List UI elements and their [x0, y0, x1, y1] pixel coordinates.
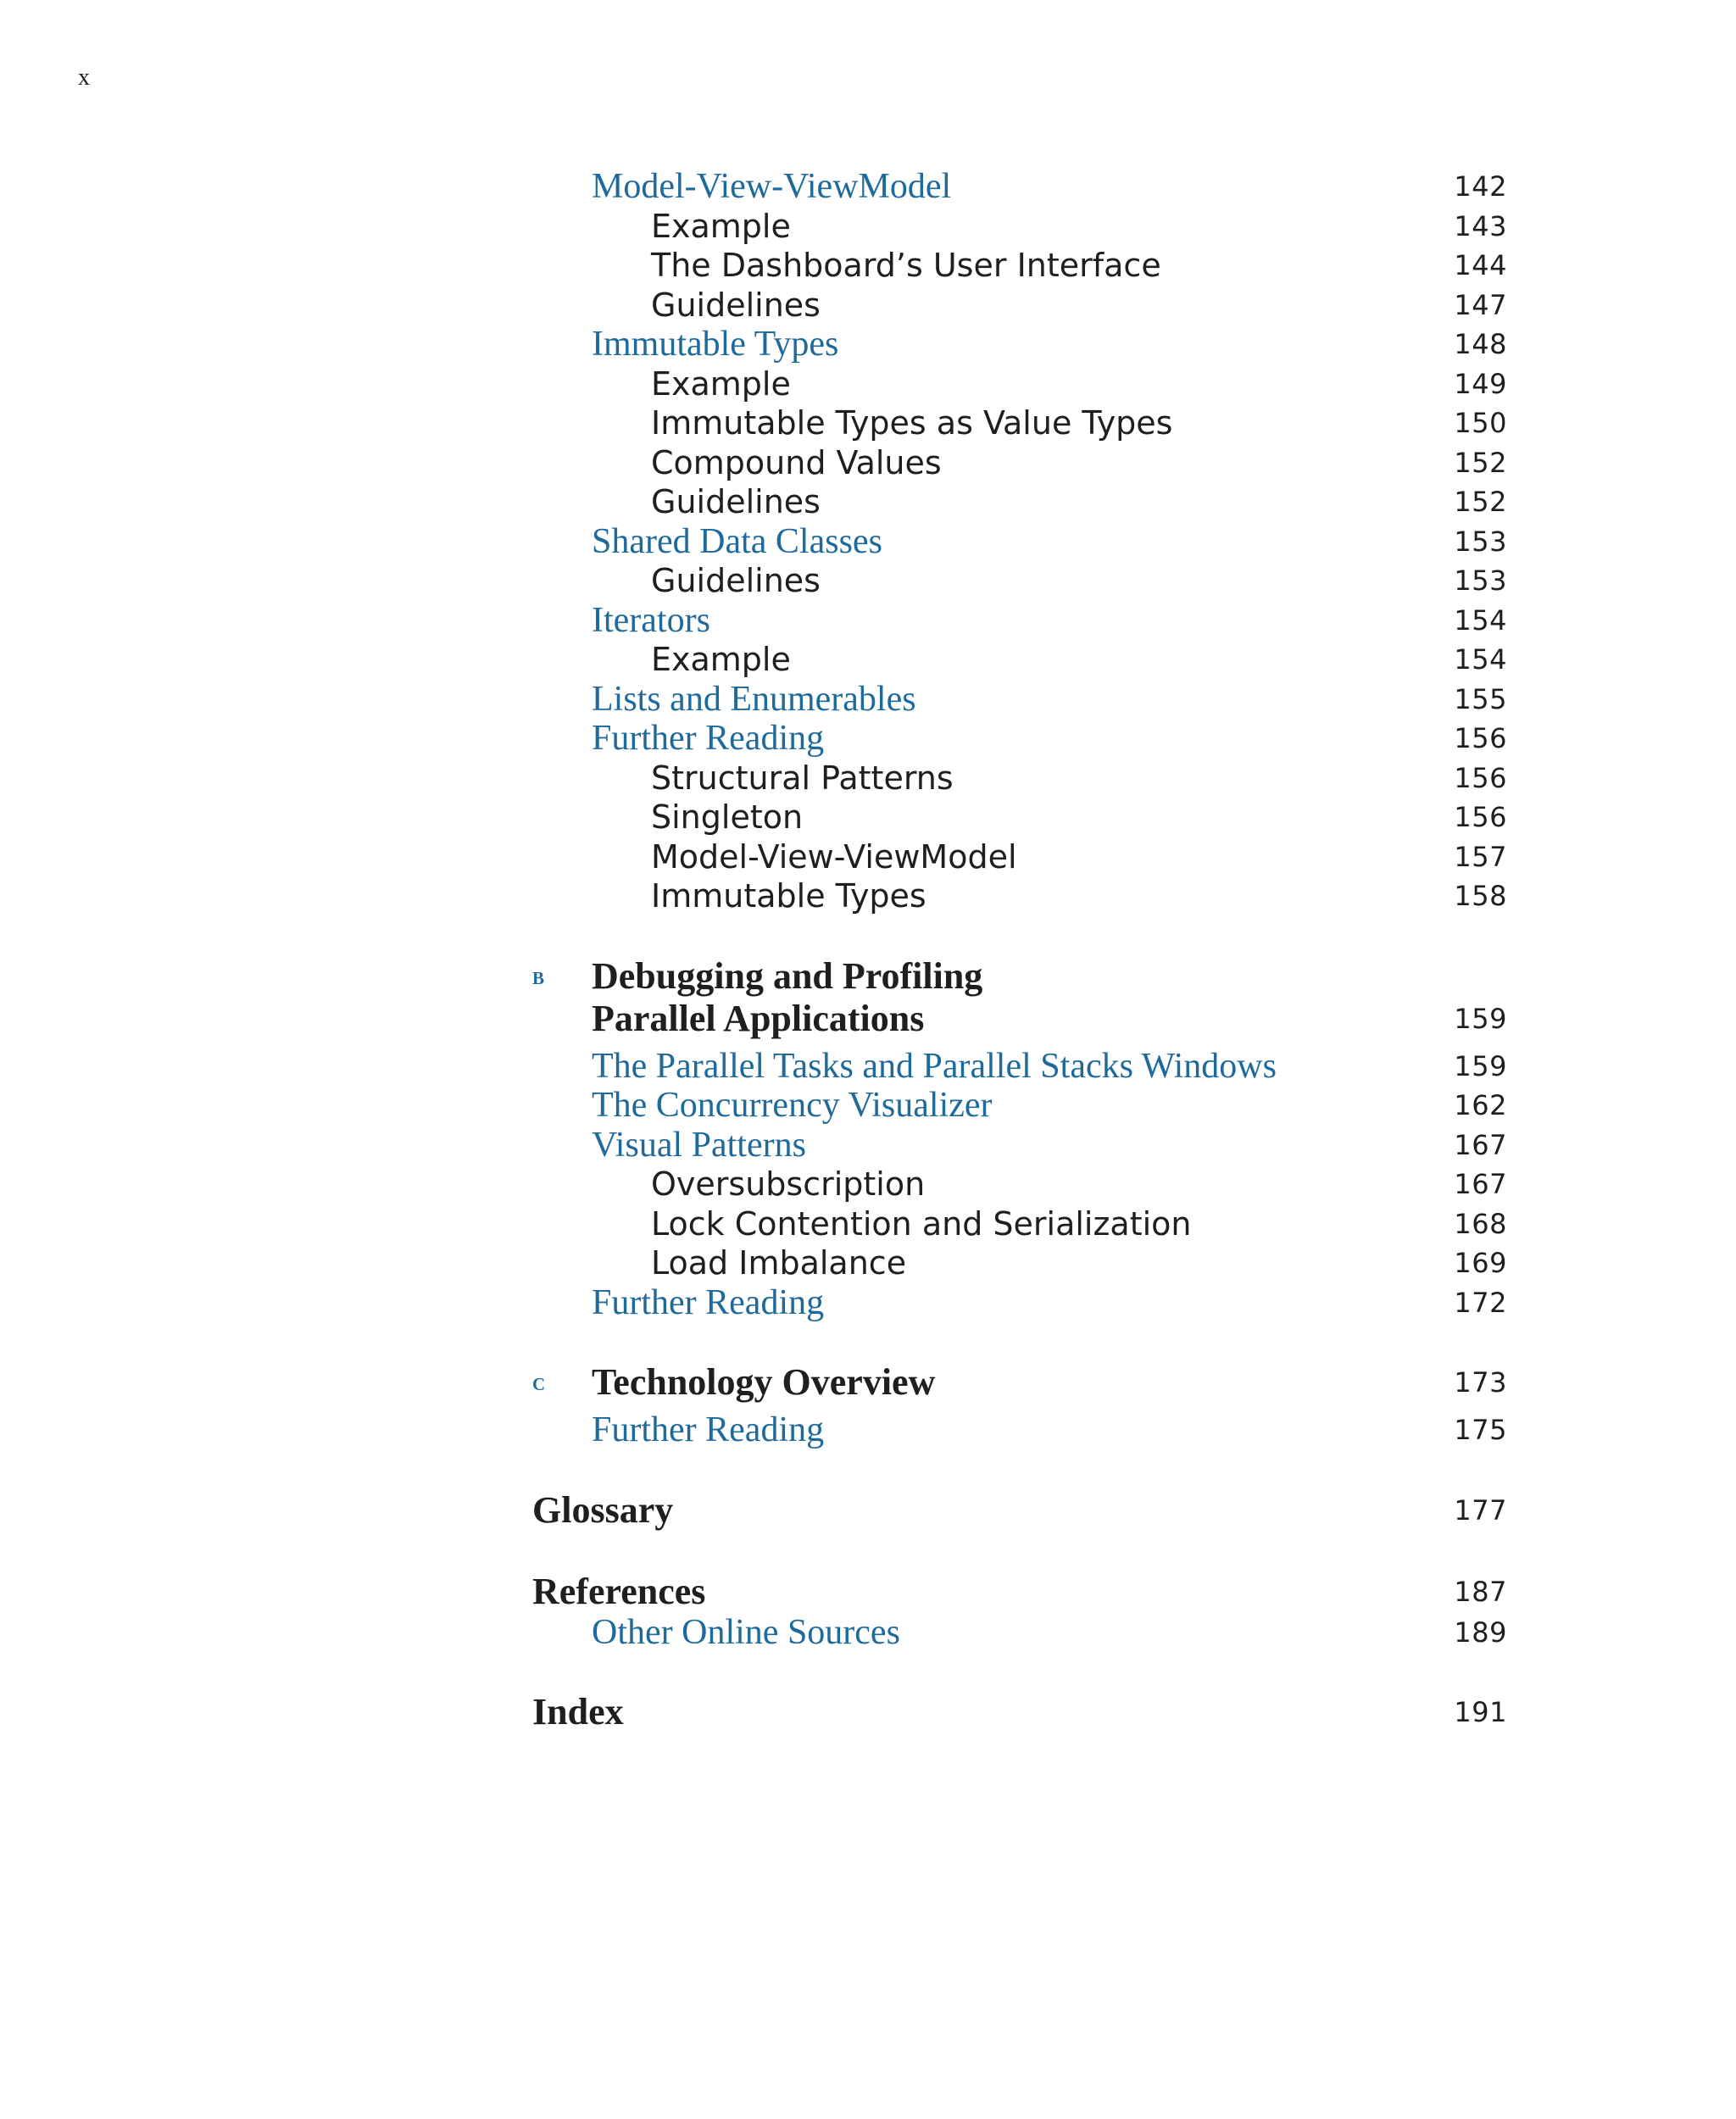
toc-entry-page: 156 [1454, 761, 1507, 794]
appendix-c-heading[interactable] [532, 1361, 1507, 1404]
toc-entry-title: Further Reading [592, 1282, 825, 1322]
toc-entry-page: 189 [1454, 1616, 1507, 1649]
toc-entry-title: Structural Patterns [651, 759, 954, 797]
toc-section-entry[interactable] [532, 325, 1507, 364]
toc-entry-page: 155 [1454, 682, 1507, 715]
toc-entry-page: 157 [1454, 840, 1507, 873]
toc-entry-title: Further Reading [592, 719, 825, 758]
glossary-heading[interactable] [532, 1489, 1507, 1532]
appendix-b-label: b [532, 961, 545, 990]
page-number: x [78, 64, 90, 91]
references-heading[interactable] [532, 1571, 1507, 1613]
glossary-page: 177 [1454, 1493, 1507, 1527]
toc-section-entry[interactable] [532, 601, 1507, 641]
toc-entry-page: 175 [1454, 1414, 1507, 1446]
toc-entry-title: Immutable Types [592, 325, 839, 364]
toc-entry-title: Example [651, 207, 791, 245]
toc-entry-page: 147 [1454, 288, 1507, 321]
toc-entry-page: 156 [1454, 801, 1507, 833]
toc-section-entry[interactable] [532, 1086, 1507, 1126]
toc-entry-title: Visual Patterns [592, 1125, 806, 1165]
index-page: 191 [1454, 1696, 1507, 1728]
toc-subsection-entry[interactable] [532, 443, 1507, 483]
toc-subsection-entry[interactable] [532, 364, 1507, 404]
toc-entry-title: The Concurrency Visualizer [592, 1086, 993, 1125]
appendix-b-heading[interactable] [532, 955, 1507, 998]
toc-entry-title: Lock Contention and Serialization [651, 1204, 1192, 1243]
toc-subsection-entry[interactable] [532, 759, 1507, 798]
toc-entry-page: 142 [1454, 170, 1507, 203]
toc-entry-title: Example [651, 641, 791, 678]
toc-subsection-entry[interactable] [532, 561, 1507, 601]
toc-entry-title: Singleton [651, 798, 804, 836]
toc-entry-title: The Dashboard’s User Interface [651, 247, 1161, 284]
toc-entry-page: 169 [1454, 1247, 1507, 1279]
appendix-b-page: 159 [1454, 1002, 1507, 1035]
toc-subsection-entry[interactable] [532, 246, 1507, 286]
toc-entry-title: Iterators [592, 600, 710, 640]
appendix-b-title-line-2: Parallel Applications [592, 997, 925, 1039]
appendix-c-title: Technology Overview [592, 1361, 936, 1403]
references-entries [532, 1613, 1507, 1653]
appendix-c-label: c [532, 1368, 546, 1396]
toc-entry-title: Shared Data Classes [592, 521, 882, 561]
toc-section-entry[interactable] [532, 1613, 1507, 1653]
toc-section-entry[interactable] [532, 167, 1507, 207]
toc-entry-page: 152 [1454, 446, 1507, 479]
toc-entry-title: The Parallel Tasks and Parallel Stacks Windows [592, 1046, 1277, 1086]
toc-entry-page: 143 [1454, 209, 1507, 242]
toc-entry-page: 152 [1454, 486, 1507, 518]
appendix-c-page: 173 [1454, 1366, 1507, 1399]
glossary-title: Glossary [532, 1488, 674, 1531]
toc-entry-page: 154 [1454, 643, 1507, 676]
toc-entry-page: 153 [1454, 525, 1507, 558]
table-of-contents [532, 167, 1507, 1733]
toc-subsection-entry[interactable] [532, 1165, 1507, 1204]
toc-subsection-entry[interactable] [532, 1204, 1507, 1244]
toc-section-entry[interactable] [532, 719, 1507, 759]
toc-entry-title: Immutable Types [651, 877, 926, 915]
toc-subsection-entry[interactable] [532, 403, 1507, 443]
toc-entry-title: Other Online Sources [592, 1612, 900, 1652]
toc-entry-title: Example [651, 364, 791, 403]
appendix-b-title-line-1: Debugging and Profiling [592, 954, 983, 997]
toc-section-entry[interactable] [532, 1047, 1507, 1087]
toc-section-entry[interactable] [532, 1410, 1507, 1450]
toc-subsection-entry[interactable] [532, 1243, 1507, 1283]
toc-entry-title: Model-View-ViewModel [592, 167, 952, 206]
toc-entry-title: Lists and Enumerables [592, 679, 916, 719]
toc-subsection-entry[interactable] [532, 798, 1507, 837]
toc-entry-page: 172 [1454, 1286, 1507, 1319]
toc-entry-page: 154 [1454, 603, 1507, 637]
toc-subsection-entry[interactable] [532, 286, 1507, 325]
references-page: 187 [1454, 1575, 1507, 1608]
toc-section-entry[interactable] [532, 1126, 1507, 1165]
toc-entry-page: 153 [1454, 565, 1507, 597]
toc-entry-title: Immutable Types as Value Types [651, 404, 1173, 442]
appendix-b-entries [532, 1047, 1507, 1323]
toc-entry-page: 162 [1454, 1089, 1507, 1121]
toc-entry-page: 150 [1454, 407, 1507, 439]
appendix-b-heading-line-2[interactable] [532, 998, 1507, 1040]
toc-entry-title: Oversubscription [651, 1165, 926, 1203]
index-heading[interactable] [532, 1691, 1507, 1733]
toc-entry-page: 159 [1454, 1049, 1507, 1082]
toc-entry-page: 149 [1454, 367, 1507, 400]
toc-entry-page: 167 [1454, 1128, 1507, 1161]
toc-section-entry[interactable] [532, 1283, 1507, 1323]
toc-entry-page: 167 [1454, 1168, 1507, 1200]
index-title: Index [532, 1691, 624, 1732]
toc-entry-page: 168 [1454, 1207, 1507, 1240]
toc-subsection-entry[interactable] [532, 837, 1507, 877]
toc-entry-page: 158 [1454, 880, 1507, 912]
toc-section-a-tail [532, 167, 1507, 916]
toc-entry-title: Further Reading [592, 1410, 825, 1449]
toc-subsection-entry[interactable] [532, 207, 1507, 247]
references-title: References [532, 1570, 706, 1612]
toc-section-entry[interactable] [532, 522, 1507, 562]
toc-entry-title: Guidelines [651, 483, 821, 520]
toc-subsection-entry[interactable] [532, 640, 1507, 680]
toc-entry-title: Compound Values [651, 443, 942, 481]
toc-subsection-entry[interactable] [532, 482, 1507, 522]
toc-section-entry[interactable] [532, 680, 1507, 720]
toc-entry-page: 144 [1454, 249, 1507, 281]
toc-entry-title: Guidelines [651, 562, 821, 599]
toc-entry-page: 156 [1454, 722, 1507, 754]
toc-entry-title: Model-View-ViewModel [651, 837, 1017, 876]
toc-subsection-entry[interactable] [532, 876, 1507, 916]
toc-entry-page: 148 [1454, 328, 1507, 360]
toc-entry-title: Load Imbalance [651, 1244, 907, 1282]
appendix-c-entries [532, 1410, 1507, 1450]
toc-entry-title: Guidelines [651, 286, 821, 324]
